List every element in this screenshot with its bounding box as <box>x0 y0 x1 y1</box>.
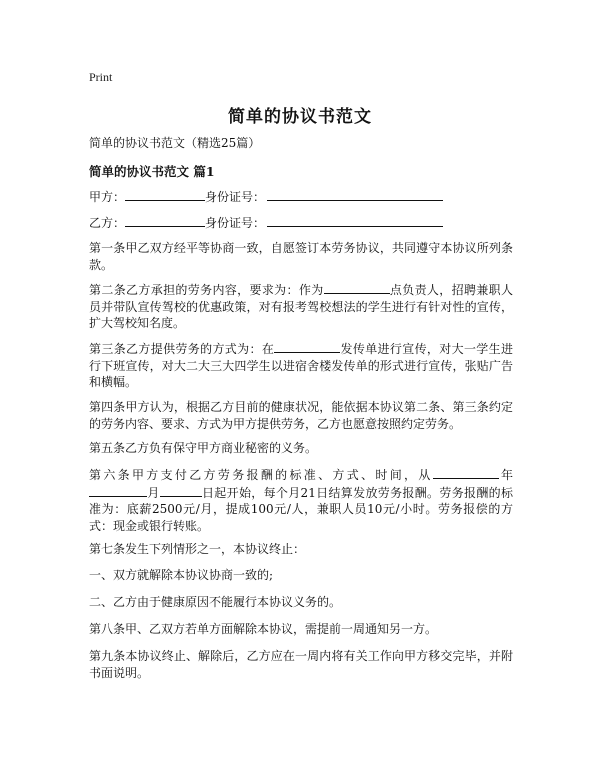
party-b-id-label: 身份证号： <box>205 216 266 230</box>
clause-6-text-d: 日起开始，每个月21日结算发放劳务报酬。劳务报酬的标准为：底薪2500元/月，提成100元/人，兼职人员10元/小时。劳务报偿的方式：现金或银行转账。 <box>89 485 513 533</box>
clause-6-year-label: 年 <box>498 468 513 482</box>
clause-3 <box>89 340 513 391</box>
clause-3-text-b: 发传单进行宣传，对大一学生进行下班宣传，对大二大三大四学生以进宿舍楼发传单的形式进行宣传，张贴广告和横幅。 <box>89 342 513 389</box>
page-title: 简单的协议书范文 <box>228 107 372 127</box>
clause-5: 第五条乙方负有保守甲方商业秘密的义务。 <box>89 441 318 455</box>
clause-2 <box>89 281 513 332</box>
clause-6-text-a: 第六条甲方支付乙方劳务报酬的标准、方式、时间，从 <box>89 468 433 482</box>
clause-2-blank <box>324 281 390 294</box>
clause-4: 第四条甲方认为，根据乙方目前的健康状况，能依据本协议第二条、第三条约定的劳务内容、要求、方式为甲方提供劳务，乙方也愿意按照约定劳务。 <box>89 400 513 431</box>
clause-7: 第七条发生下列情形之一，本协议终止： <box>89 542 306 556</box>
clause-6-day-blank <box>160 484 202 497</box>
clause-2-text-a: 第二条乙方承担的劳务内容，要求为：作为 <box>89 283 324 297</box>
party-b-label: 乙方： <box>89 216 126 230</box>
clause-6-year-blank <box>433 466 499 479</box>
clause-2-text-b: 点负责人，招聘兼职人员并带队宣传驾校的优惠政策，对有报考驾校想法的学生进行有针对性的宣传，扩大驾校知名度。 <box>89 283 513 330</box>
party-b-row <box>89 213 443 231</box>
party-b-id-blank <box>267 213 443 227</box>
clause-6-month-label: 月 <box>147 485 160 500</box>
clause-3-text-a: 第三条乙方提供劳务的方式为：在 <box>89 342 275 356</box>
party-a-id-blank <box>267 187 443 201</box>
clause-7-item-2: 二、乙方由于健康原因不能履行本协议义务的。 <box>89 595 342 609</box>
party-b-name-blank <box>125 213 205 227</box>
clause-6-month-blank <box>89 484 147 497</box>
section-heading: 简单的协议书范文 篇1 <box>89 164 215 179</box>
clause-9: 第九条本协议终止、解除后，乙方应在一周内将有关工作向甲方移交完毕，并附书面说明。 <box>89 649 513 680</box>
document-subtitle: 简单的协议书范文（精选25篇） <box>89 136 261 150</box>
party-a-id-label: 身份证号： <box>205 190 266 204</box>
party-a-label: 甲方： <box>89 190 126 204</box>
clause-8: 第八条甲、乙双方若单方面解除本协议，需提前一周通知另一方。 <box>89 622 438 636</box>
print-link[interactable]: Print <box>89 70 113 84</box>
party-a-name-blank <box>125 187 205 201</box>
clause-1: 第一条甲乙双方经平等协商一致，自愿签订本劳务协议，共同遵守本协议所列条款。 <box>89 241 513 272</box>
clause-7-item-1: 一、双方就解除本协议协商一致的; <box>89 568 274 582</box>
party-a-row <box>89 187 443 205</box>
clause-6 <box>89 466 513 534</box>
clause-3-blank <box>274 340 340 353</box>
